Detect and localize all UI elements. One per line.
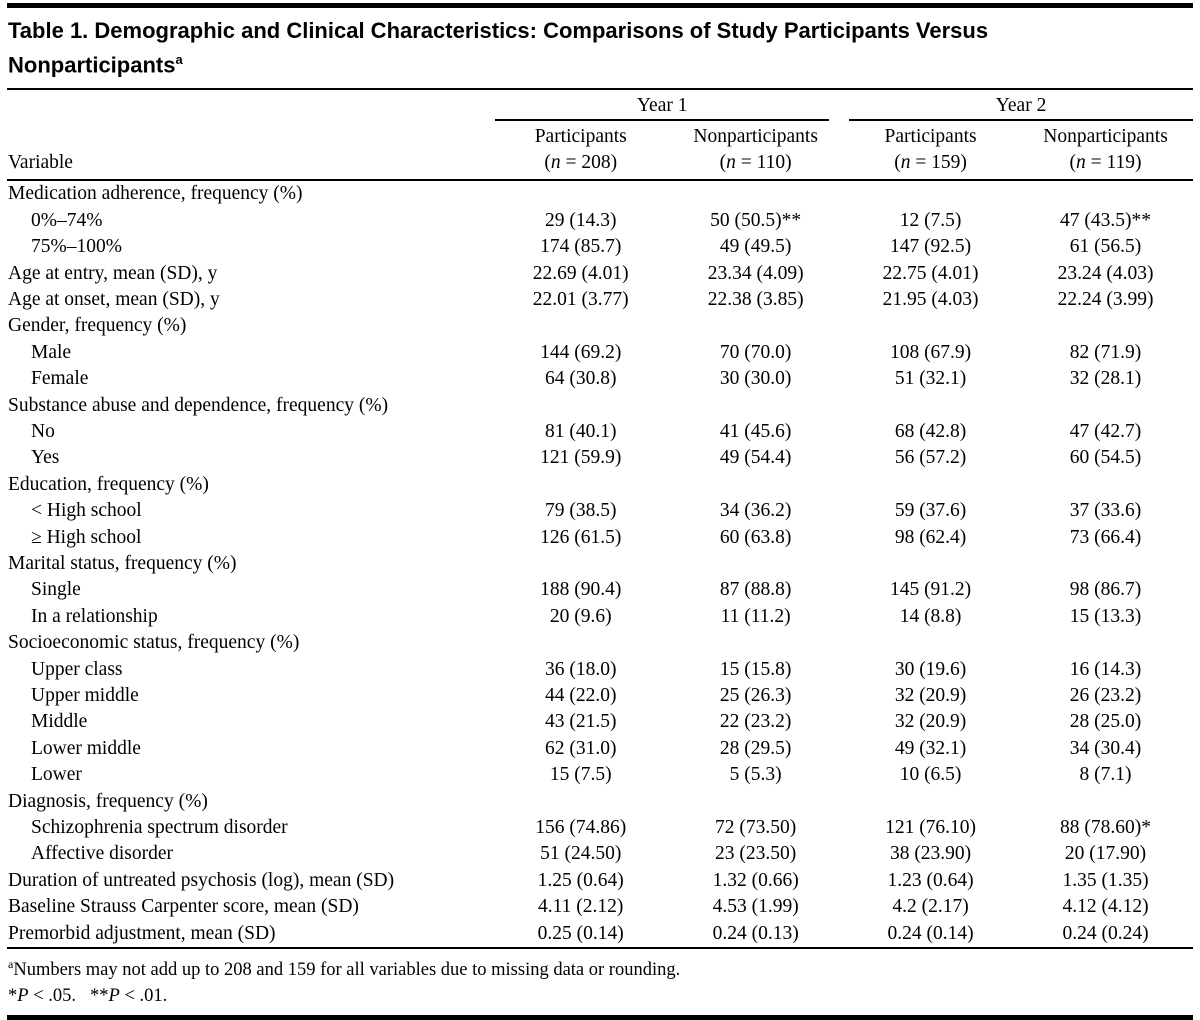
column-header-nonparticipants-y2: [1018, 121, 1193, 180]
data-cell: 1.25 (0.64): [537, 869, 624, 891]
data-cell: 20 (17.90): [1064, 843, 1147, 865]
table-row: [7, 393, 1193, 419]
data-cell: [1018, 551, 1193, 577]
year1-underline: [495, 93, 829, 121]
column-header-nonparticipants-y1: [668, 121, 843, 180]
data-cell: [493, 393, 668, 419]
data-cell: 38 (23.90): [889, 843, 972, 865]
data-cell: 28 (29.5): [719, 737, 792, 759]
table-row: [7, 472, 1193, 498]
table-row: [7, 736, 1193, 762]
table-row: [7, 894, 1193, 920]
column-header-participants-y2: [843, 121, 1018, 180]
data-cell: 0.24 (0.13): [712, 922, 799, 944]
data-cell: [1018, 313, 1193, 339]
data-cell: 4.11 (2.12): [538, 896, 624, 918]
column-header-n: (n = 119): [1069, 152, 1142, 174]
data-cell: 29 (14.3): [544, 209, 617, 231]
year2-underline: [849, 93, 1193, 121]
data-cell: [843, 789, 1018, 815]
row-label: ≥ High school: [31, 526, 142, 548]
data-cell: 121 (76.10): [885, 817, 977, 839]
data-cell: 87 (88.8): [719, 579, 792, 601]
data-cell: 51 (24.50): [540, 843, 622, 865]
column-header-n: (n = 159): [894, 152, 967, 174]
row-label: Upper middle: [31, 685, 139, 707]
data-cell: 15 (15.8): [719, 658, 792, 680]
data-cell: 5 (5.3): [729, 764, 782, 786]
table-row: [7, 340, 1193, 366]
row-label: Yes: [31, 447, 60, 469]
data-cell: [668, 313, 843, 339]
row-label: Duration of untreated psychosis (log), mean (SD): [8, 869, 395, 891]
data-cell: 81 (40.1): [544, 420, 617, 442]
data-cell: 23.24 (4.03): [1057, 262, 1154, 284]
table-row: [7, 630, 1193, 656]
data-cell: 34 (36.2): [719, 500, 792, 522]
data-cell: [493, 789, 668, 815]
row-label: No: [31, 420, 55, 442]
data-cell: 22 (23.2): [719, 711, 792, 733]
data-cell: [1018, 789, 1193, 815]
data-cell: 156 (74.86): [535, 817, 627, 839]
column-header-label: Nonparticipants: [693, 126, 818, 148]
data-cell: 73 (66.4): [1069, 526, 1142, 548]
table-row: [7, 789, 1193, 815]
data-cell: 22.69 (4.01): [532, 262, 629, 284]
data-cell: [668, 393, 843, 419]
row-label: 0%–74%: [31, 209, 103, 231]
row-label: Lower middle: [31, 737, 141, 759]
data-cell: [843, 393, 1018, 419]
data-cell: 1.32 (0.66): [712, 869, 799, 891]
data-cell: [493, 551, 668, 577]
data-cell: 59 (37.6): [894, 500, 967, 522]
table-row: [7, 419, 1193, 445]
data-cell: 62 (31.0): [544, 737, 617, 759]
footnote-a-marker: a: [8, 957, 14, 972]
row-label: Baseline Strauss Carpenter score, mean (SD): [8, 896, 359, 918]
table-row: [7, 683, 1193, 709]
data-cell: 34 (30.4): [1069, 737, 1142, 759]
data-cell: 4.53 (1.99): [712, 896, 799, 918]
table-row: [7, 657, 1193, 683]
data-cell: 11 (11.2): [720, 605, 791, 627]
data-cell: 20 (9.6): [549, 605, 612, 627]
row-label: Age at onset, mean (SD), y: [8, 288, 220, 310]
column-header-n: (n = 208): [544, 152, 618, 174]
data-cell: 126 (61.5): [540, 526, 622, 548]
data-cell: 61 (56.5): [1069, 236, 1142, 258]
column-header-label: Nonparticipants: [1043, 126, 1168, 148]
data-cell: 28 (25.0): [1069, 711, 1142, 733]
table-row: [7, 525, 1193, 551]
row-label: Gender, frequency (%): [8, 315, 187, 337]
data-cell: 0.24 (0.14): [887, 922, 974, 944]
data-cell: 32 (20.9): [894, 711, 967, 733]
data-cell: 98 (86.7): [1069, 579, 1142, 601]
data-cell: 23 (23.50): [715, 843, 797, 865]
data-cell: [668, 180, 843, 207]
data-cell: 23.34 (4.09): [707, 262, 804, 284]
data-cell: 121 (59.9): [540, 447, 622, 469]
row-label: Female: [31, 368, 89, 390]
row-label: Middle: [31, 711, 88, 733]
sig1-p: P: [17, 985, 29, 1006]
row-label: < High school: [31, 500, 142, 522]
row-label: Age at entry, mean (SD), y: [8, 262, 218, 284]
data-cell: 36 (18.0): [544, 658, 617, 680]
data-cell: [668, 789, 843, 815]
significance-footnote: [8, 984, 1193, 1010]
data-cell: [1018, 393, 1193, 419]
data-cell: 144 (69.2): [540, 341, 622, 363]
data-cell: 98 (62.4): [894, 526, 967, 548]
table-row: [7, 366, 1193, 392]
data-cell: [1018, 630, 1193, 656]
data-cell: 68 (42.8): [894, 420, 967, 442]
data-cell: [1018, 472, 1193, 498]
data-cell: [493, 180, 668, 207]
data-cell: 43 (21.5): [544, 711, 617, 733]
table-body: [7, 180, 1193, 947]
table-row: [7, 841, 1193, 867]
table-row: [7, 313, 1193, 339]
sig2-stars: **: [90, 985, 109, 1006]
row-label: Socioeconomic status, frequency (%): [8, 632, 300, 654]
sig1-text: < .05.: [28, 985, 76, 1006]
demographics-table: [7, 90, 1193, 947]
data-cell: 32 (28.1): [1069, 368, 1142, 390]
data-cell: 22.75 (4.01): [882, 262, 979, 284]
data-cell: [843, 313, 1018, 339]
data-cell: 50 (50.5)**: [710, 209, 802, 231]
data-cell: 44 (22.0): [544, 685, 617, 707]
data-cell: 49 (32.1): [894, 737, 967, 759]
table-row: [7, 762, 1193, 788]
data-cell: 56 (57.2): [894, 447, 967, 469]
data-cell: 22.24 (3.99): [1057, 288, 1154, 310]
data-cell: 0.25 (0.14): [537, 922, 624, 944]
data-cell: 174 (85.7): [540, 236, 622, 258]
column-header-participants-y1: [493, 121, 668, 180]
table-row: [7, 709, 1193, 735]
data-cell: [843, 472, 1018, 498]
table-title: [7, 8, 1058, 88]
column-header-label: Participants: [534, 126, 627, 148]
data-cell: 16 (14.3): [1069, 658, 1142, 680]
column-header-label: Participants: [884, 126, 977, 148]
data-cell: [493, 630, 668, 656]
column-header-n: (n = 110): [719, 152, 792, 174]
table-row: [7, 180, 1193, 207]
row-label: Substance abuse and dependence, frequency (%): [8, 394, 389, 416]
footnotes: [7, 949, 1193, 1015]
sig2-p: P: [108, 985, 120, 1006]
data-cell: 49 (54.4): [719, 447, 792, 469]
row-label: In a relationship: [31, 605, 158, 627]
footnote-a-text: Numbers may not add up to 208 and 159 for all variables due to missing data or rounding.: [13, 960, 681, 981]
data-cell: 1.35 (1.35): [1062, 869, 1149, 891]
data-cell: 30 (30.0): [719, 368, 792, 390]
table-row: [7, 921, 1193, 947]
data-cell: [843, 630, 1018, 656]
table-row: [7, 445, 1193, 471]
data-cell: 22.38 (3.85): [707, 288, 804, 310]
table-row: [7, 498, 1193, 524]
row-label: Upper class: [31, 658, 123, 680]
sig1-stars: *: [8, 985, 18, 1006]
data-cell: 0.24 (0.24): [1062, 922, 1149, 944]
data-cell: 25 (26.3): [719, 685, 792, 707]
table-row: [7, 815, 1193, 841]
row-label: Diagnosis, frequency (%): [8, 790, 208, 812]
data-cell: 147 (92.5): [889, 236, 972, 258]
data-cell: 188 (90.4): [540, 579, 622, 601]
data-cell: 26 (23.2): [1069, 685, 1142, 707]
data-cell: [493, 472, 668, 498]
data-cell: 21.95 (4.03): [882, 288, 979, 310]
data-cell: 22.01 (3.77): [532, 288, 629, 310]
data-cell: 79 (38.5): [544, 500, 617, 522]
data-cell: 64 (30.8): [544, 368, 617, 390]
data-cell: 1.23 (0.64): [887, 869, 974, 891]
data-cell: 10 (6.5): [899, 764, 962, 786]
data-cell: 108 (67.9): [889, 341, 972, 363]
data-cell: 60 (63.8): [719, 526, 792, 548]
data-cell: 4.12 (4.12): [1062, 896, 1149, 918]
table-row: [7, 868, 1193, 894]
year1-spanner: [493, 90, 843, 121]
column-header-row: [7, 121, 1193, 180]
data-cell: [493, 313, 668, 339]
data-cell: [668, 472, 843, 498]
footnote-a: [8, 952, 1193, 984]
row-label: Premorbid adjustment, mean (SD): [8, 922, 276, 944]
data-cell: 47 (42.7): [1069, 420, 1142, 442]
table-header: [7, 90, 1193, 180]
row-label: Male: [31, 341, 72, 363]
table-title-footnote-marker: a: [175, 52, 183, 67]
data-cell: 12 (7.5): [899, 209, 962, 231]
data-cell: 51 (32.1): [894, 368, 967, 390]
data-cell: 30 (19.6): [894, 658, 967, 680]
variable-column-header: Variable: [7, 121, 493, 180]
data-cell: 41 (45.6): [719, 420, 792, 442]
data-cell: 37 (33.6): [1069, 500, 1142, 522]
data-cell: [668, 551, 843, 577]
year2-label: Year 2: [995, 95, 1047, 117]
data-cell: 60 (54.5): [1069, 447, 1142, 469]
row-label: Marital status, frequency (%): [8, 553, 237, 575]
row-label: Schizophrenia spectrum disorder: [31, 817, 288, 839]
table-row: [7, 551, 1193, 577]
table-row: [7, 234, 1193, 260]
table-title-text: Table 1. Demographic and Clinical Characteristics: Comparisons of Study Participants Versus Nonparticipants: [8, 18, 989, 78]
data-cell: 14 (8.8): [899, 605, 962, 627]
year2-spanner: [843, 90, 1193, 121]
data-cell: 47 (43.5)**: [1060, 209, 1152, 231]
data-cell: 82 (71.9): [1069, 341, 1142, 363]
data-cell: [843, 180, 1018, 207]
data-cell: 88 (78.60)*: [1060, 817, 1152, 839]
row-label: Medication adherence, frequency (%): [8, 183, 303, 205]
spanner-spacer: [7, 90, 493, 121]
data-cell: 49 (49.5): [719, 236, 792, 258]
table-row: [7, 208, 1193, 234]
bottom-rule: [7, 1015, 1193, 1020]
row-label: Lower: [31, 764, 82, 786]
data-cell: 145 (91.2): [889, 579, 972, 601]
data-cell: 15 (7.5): [549, 764, 612, 786]
row-label: Single: [31, 579, 81, 601]
table-row: [7, 577, 1193, 603]
table-row: [7, 261, 1193, 287]
year1-label: Year 1: [636, 95, 688, 117]
data-cell: 70 (70.0): [719, 341, 792, 363]
row-label: 75%–100%: [31, 236, 122, 258]
spanner-row: [7, 90, 1193, 121]
data-cell: 72 (73.50): [715, 817, 797, 839]
data-cell: [1018, 180, 1193, 207]
table-row: [7, 287, 1193, 313]
data-cell: 8 (7.1): [1079, 764, 1132, 786]
data-cell: 32 (20.9): [894, 685, 967, 707]
row-label: Affective disorder: [31, 843, 174, 865]
row-label: Education, frequency (%): [8, 473, 209, 495]
table-row: [7, 604, 1193, 630]
data-cell: 15 (13.3): [1069, 605, 1142, 627]
sig2-text: < .01.: [119, 985, 168, 1006]
data-cell: 4.2 (2.17): [892, 896, 969, 918]
data-cell: [843, 551, 1018, 577]
data-cell: [668, 630, 843, 656]
